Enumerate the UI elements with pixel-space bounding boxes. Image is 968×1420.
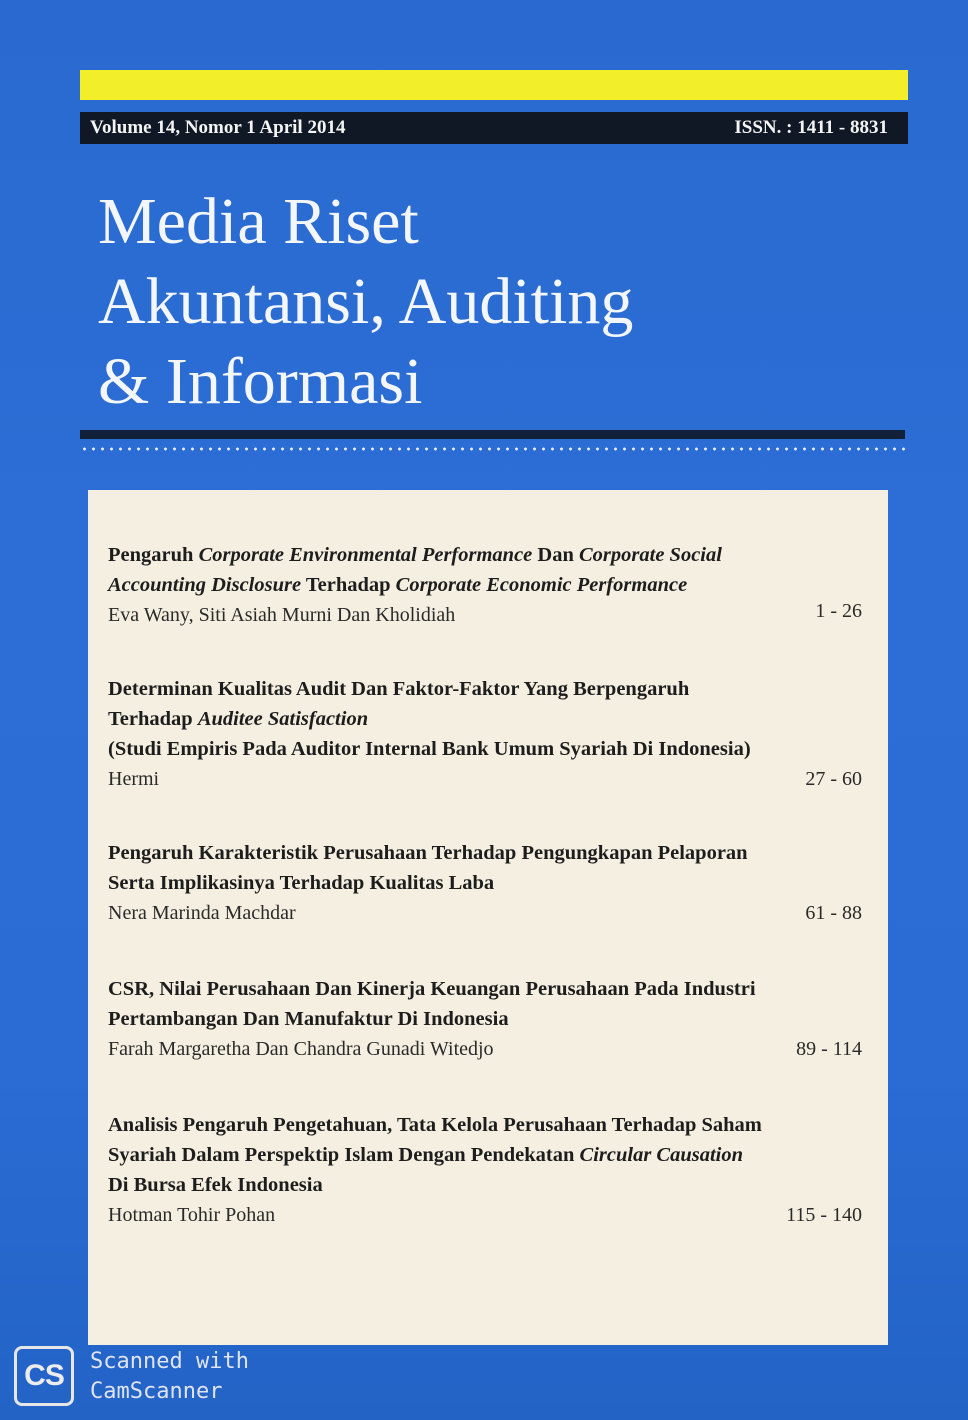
table-of-contents-panel xyxy=(88,490,888,1345)
article-title xyxy=(108,540,868,600)
article-pages: 27 - 60 xyxy=(805,768,862,790)
title-italic-text: Corporate Economic Performance xyxy=(395,574,688,596)
title-text: Terhadap xyxy=(301,574,396,596)
title-text: Analisis Pengaruh Pengetahuan, Tata Kelola Perusahaan Terhadap Saham xyxy=(108,1114,762,1136)
article-authors: Nera Marinda Machdar xyxy=(108,902,296,924)
volume-issue-text: Volume 14, Nomor 1 April 2014 xyxy=(90,117,346,138)
article-title xyxy=(108,1110,868,1200)
title-text: Dan xyxy=(532,544,579,566)
journal-title-line-1: Media Riset xyxy=(98,185,419,258)
toc-article-5 xyxy=(108,1110,868,1230)
issue-info-bar xyxy=(80,112,908,144)
title-text: Serta Implikasinya Terhadap Kualitas Laba xyxy=(108,872,495,894)
issn-text: ISSN. : 1411 - 8831 xyxy=(734,117,888,138)
article-pages: 61 - 88 xyxy=(805,902,862,924)
watermark-line-1: Scanned with xyxy=(90,1349,249,1374)
journal-title-line-3: & Informasi xyxy=(98,345,423,418)
title-text: Di Bursa Efek Indonesia xyxy=(108,1174,323,1196)
article-authors: Farah Margaretha Dan Chandra Gunadi Witedjo xyxy=(108,1038,494,1060)
article-pages: 89 - 114 xyxy=(796,1038,862,1060)
toc-article-2 xyxy=(108,674,868,794)
article-title xyxy=(108,674,868,764)
title-text: Syariah Dalam Perspektip Islam Dengan Pendekatan xyxy=(108,1144,580,1166)
title-divider xyxy=(80,430,905,439)
title-italic-text: Corporate Environmental Performance xyxy=(198,544,533,566)
title-text: Pengaruh xyxy=(108,544,199,566)
title-italic-text: Circular Causation xyxy=(579,1144,744,1166)
camscanner-logo-icon: CS xyxy=(14,1346,74,1406)
article-authors: Eva Wany, Siti Asiah Murni Dan Kholidiah xyxy=(108,604,456,626)
title-text: Determinan Kualitas Audit Dan Faktor-Faktor Yang Berpengaruh xyxy=(108,678,690,700)
title-text: (Studi Empiris Pada Auditor Internal Bank Umum Syariah Di Indonesia) xyxy=(108,738,751,760)
toc-article-3 xyxy=(108,838,868,928)
article-authors: Hermi xyxy=(108,768,160,790)
journal-title-line-2: Akuntansi, Auditing xyxy=(98,265,634,338)
journal-title xyxy=(98,182,633,422)
title-text: Pertambangan Dan Manufaktur Di Indonesia xyxy=(108,1008,509,1030)
article-authors: Hotman Tohir Pohan xyxy=(108,1204,276,1226)
watermark-line-2: CamScanner xyxy=(90,1379,223,1404)
dotted-divider xyxy=(80,447,905,451)
article-title xyxy=(108,974,868,1034)
article-pages: 1 - 26 xyxy=(815,600,862,622)
title-italic-text: Accounting Disclosure xyxy=(108,574,302,596)
article-title xyxy=(108,838,868,898)
title-text: CSR, Nilai Perusahaan Dan Kinerja Keuangan Perusahaan Pada Industri xyxy=(108,978,756,1000)
camscanner-watermark xyxy=(14,1346,276,1408)
watermark-text xyxy=(90,1347,249,1407)
title-text: Pengaruh Karakteristik Perusahaan Terhadap Pengungkapan Pelaporan xyxy=(108,842,748,864)
title-italic-text: Auditee Satisfaction xyxy=(197,708,369,730)
yellow-accent-bar xyxy=(80,70,908,100)
toc-article-1 xyxy=(108,540,868,630)
article-pages: 115 - 140 xyxy=(786,1204,862,1226)
toc-article-4 xyxy=(108,974,868,1064)
title-text: Terhadap xyxy=(108,708,198,730)
title-italic-text: Corporate Social xyxy=(579,544,722,566)
